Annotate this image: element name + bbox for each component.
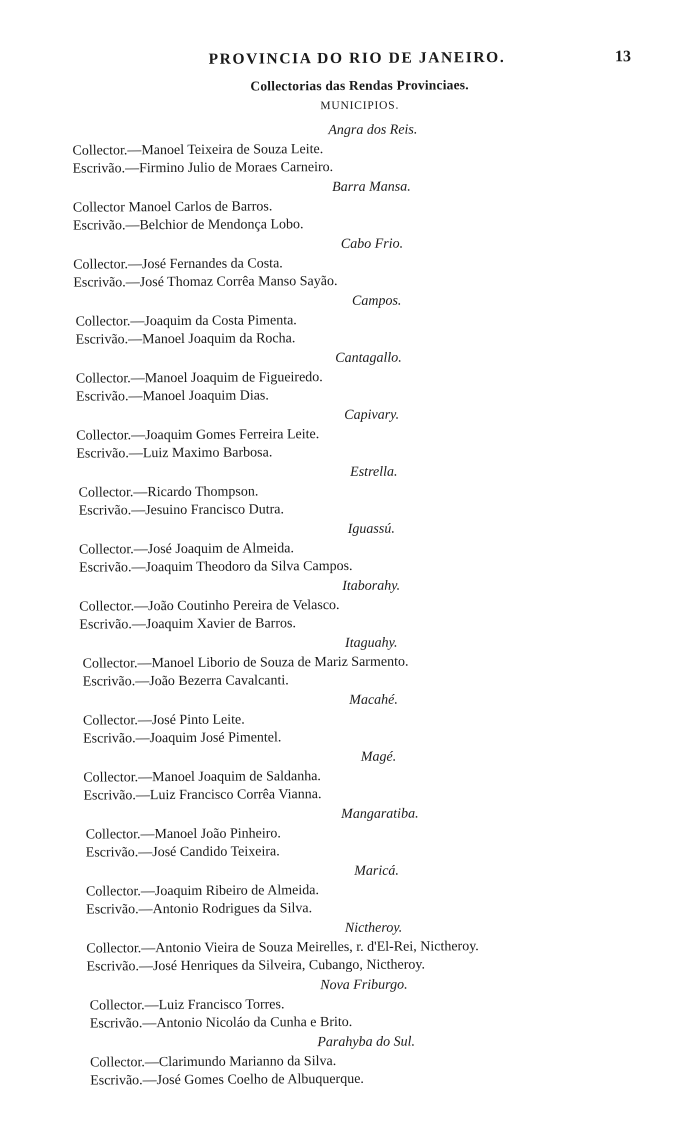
town-name: Nictheroy. [344, 920, 403, 936]
municipio-entry [73, 177, 593, 234]
escrivao-line: Escrivão.—João Bezerra Cavalcanti. [82, 672, 289, 690]
escrivao-line: Escrivão.—Luiz Francisco Corrêa Vianna. [83, 786, 322, 804]
municipio-entry [75, 519, 595, 576]
collector-line: Collector.—Joaquim da Costa Pimenta. [75, 313, 297, 330]
escrivao-line: Escrivão.—Manoel Joaquim Dias. [75, 387, 269, 405]
town-name: Parahyba do Sul. [317, 1034, 415, 1051]
municipio-entry [78, 975, 598, 1032]
municipio-entry [78, 1032, 598, 1089]
municipio-entry [73, 291, 593, 348]
town-name: Macahé. [349, 692, 398, 708]
escrivao-line: Escrivão.—Joaquim José Pimentel. [83, 729, 282, 747]
escrivao-line: Escrivão.—Antonio Rodrigues da Silva. [86, 900, 313, 918]
municipio-entry [74, 348, 594, 405]
escrivao-line: Escrivão.—Joaquim Xavier de Barros. [79, 615, 296, 633]
collector-line: Collector.—João Coutinho Pereira de Velasco. [79, 598, 340, 615]
collector-line: Collector.—Antonio Vieira de Souza Meirelles, r. d'El-Rei, Nictheroy. [86, 939, 479, 957]
town-name: Itaborahy. [342, 578, 401, 594]
town-name: Barra Mansa. [332, 179, 411, 196]
escrivao-line: Escrivão.—Luiz Maximo Barbosa. [76, 444, 273, 462]
collector-line: Collector.—José Pinto Leite. [82, 712, 245, 729]
municipio-entry [72, 120, 592, 177]
escrivao-line: Escrivão.—José Henriques da Silveira, Cubango, Nictheroy. [86, 956, 426, 975]
collector-line: Collector.—José Joaquim de Almeida. [78, 541, 295, 558]
escrivao-line: Escrivão.—Jesuino Francisco Dutra. [78, 501, 285, 519]
collector-line: Collector.—Manoel Joaquim de Figueiredo. [75, 370, 323, 387]
town-name: Campos. [351, 293, 402, 309]
running-head-title: PROVINCIA DO RIO DE JANEIRO. [208, 48, 506, 68]
collector-line: Collector.—Manoel João Pinheiro. [85, 826, 281, 843]
collector-line: Collector.—Manoel Teixeira de Souza Leite. [72, 142, 324, 159]
municipio-entry [74, 405, 594, 462]
escrivao-line: Escrivão.—Firmino Julio de Moraes Carneiro. [72, 159, 334, 177]
collector-line: Collector.—Joaquim Ribeiro de Almeida. [85, 883, 319, 900]
municipios-list [72, 120, 598, 1089]
collector-line: Collector.—José Fernandes da Costa. [73, 256, 283, 273]
town-name: Estrella. [350, 464, 398, 480]
municipio-entry [73, 234, 593, 291]
collector-line: Collector.—Clarimundo Marianno da Silva. [90, 1054, 337, 1071]
town-name: Iguassú. [347, 521, 395, 537]
collector-line: Collector.—Ricardo Thompson. [78, 484, 259, 501]
escrivao-line: Escrivão.—Belchior de Mendonça Lobo. [72, 216, 304, 234]
collector-line: Collector.—Manoel Joaquim de Saldanha. [83, 769, 321, 786]
collector-line: Collector.—Manoel Liborio de Souza de Mariz Sarmento. [82, 654, 409, 672]
town-name: Cantagallo. [335, 350, 402, 367]
escrivao-line: Escrivão.—José Candido Teixeira. [85, 843, 280, 861]
town-name: Nova Friburgo. [320, 977, 408, 994]
escrivao-line: Escrivão.—Manoel Joaquim da Rocha. [75, 330, 296, 348]
town-name: Itaguahy. [344, 635, 398, 651]
municipio-entry [76, 690, 596, 747]
escrivao-line: Escrivão.—Antonio Nicoláo da Cunha e Brito. [89, 1014, 353, 1032]
section-subtitle: Collectorias das Rendas Provinciaes. [250, 77, 469, 94]
section-label: MUNICIPIOS. [320, 99, 400, 113]
collector-line: Collector.—Joaquim Gomes Ferreira Leite. [76, 427, 320, 444]
page-number: 13 [614, 48, 631, 66]
town-name: Capivary. [344, 407, 400, 423]
escrivao-line: Escrivão.—José Gomes Coelho de Albuquerque. [90, 1071, 364, 1089]
town-name: Angra dos Reis. [328, 122, 418, 139]
town-name: Maricá. [354, 863, 399, 879]
municipio-entry [75, 633, 595, 690]
municipio-entry [77, 918, 597, 975]
municipio-entry [74, 462, 594, 519]
escrivao-line: Escrivão.—José Thomaz Corrêa Manso Sayão. [73, 273, 338, 291]
town-name: Mangaratiba. [341, 806, 419, 822]
collector-line: Collector Manoel Carlos de Barros. [72, 199, 273, 216]
municipio-entry [76, 747, 596, 804]
municipio-entry [77, 861, 597, 918]
escrivao-line: Escrivão.—Joaquim Theodoro da Silva Campos. [78, 558, 353, 576]
municipio-entry [77, 804, 597, 861]
town-name: Magé. [360, 749, 397, 765]
town-name: Cabo Frio. [340, 236, 404, 252]
collector-line: Collector.—Luiz Francisco Torres. [89, 997, 285, 1014]
municipio-entry [75, 576, 595, 633]
